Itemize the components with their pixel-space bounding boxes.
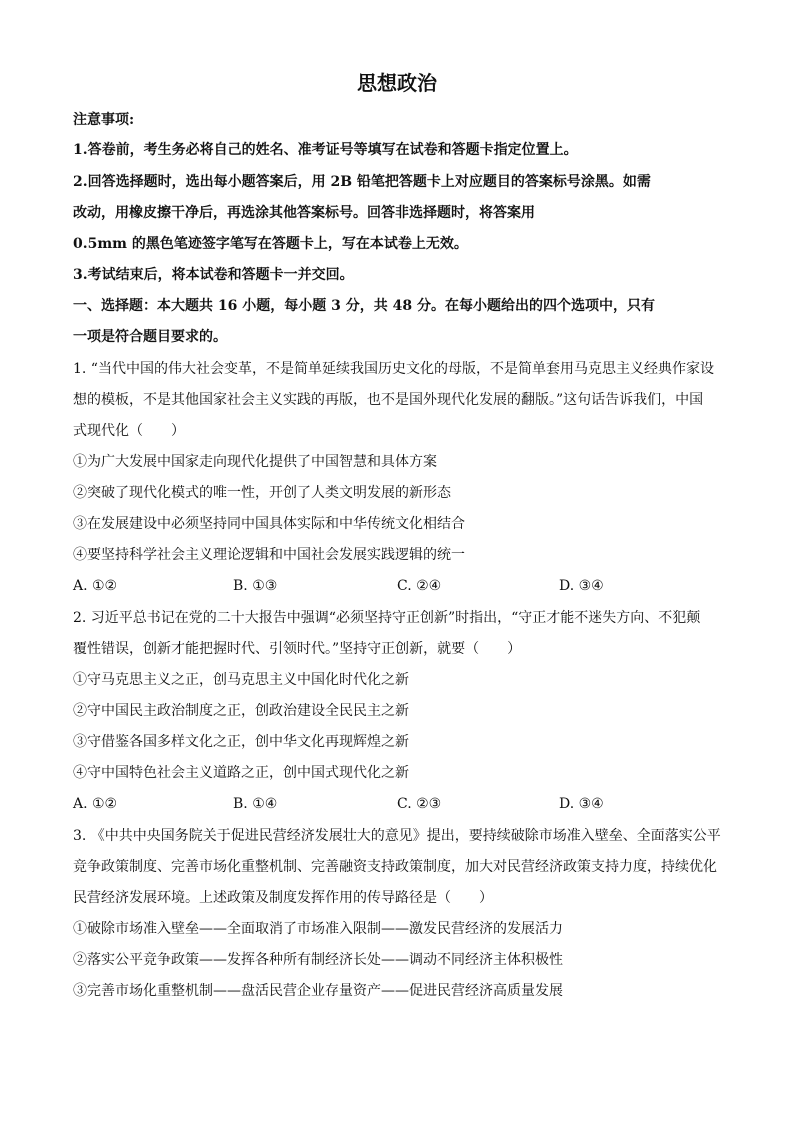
q1-option-c: C. ②④ bbox=[397, 578, 442, 594]
q2-stem-line-1: 2. 习近平总书记在党的二十大报告中强调“必须坚持守正创新”时指出，“守正才能不迷失方向、不犯颠 bbox=[73, 610, 701, 626]
q3-item-3: ③完善市场化重整机制——盘活民营企业存量资产——促进民营经济高质量发展 bbox=[73, 983, 563, 999]
q1-item-2: ②突破了现代化模式的唯一性，开创了人类文明发展的新形态 bbox=[73, 485, 451, 501]
notice-item-2-end: 0.5mm 的黑色笔迹签字笔写在答题卡上，写在本试卷上无效。 bbox=[73, 236, 468, 252]
q2-option-c: C. ②③ bbox=[397, 796, 442, 812]
q1-stem-line-3: 式现代化（ ） bbox=[73, 423, 185, 439]
q2-option-b: B. ①④ bbox=[233, 796, 278, 812]
q2-item-2: ②守中国民主政治制度之正，创政治建设全民民主之新 bbox=[73, 703, 409, 719]
q2-options bbox=[73, 794, 733, 814]
q1-option-a: A. ①② bbox=[73, 578, 118, 594]
q1-item-4: ④要坚持科学社会主义理论逻辑和中国社会发展实践逻辑的统一 bbox=[73, 547, 465, 563]
notice-item-3: 3.考试结束后，将本试卷和答题卡一并交回。 bbox=[73, 267, 354, 283]
q2-option-a: A. ①② bbox=[73, 796, 118, 812]
q3-stem-line-3: 民营经济发展环境。上述政策及制度发挥作用的传导路径是（ ） bbox=[73, 890, 493, 906]
notice-heading: 注意事项: bbox=[73, 112, 135, 128]
q3-stem-line-2: 竞争政策制度、完善市场化重整机制、完善融资支持政策制度，加大对民营经济政策支持力度，持续优化 bbox=[73, 859, 717, 875]
q3-item-1: ①破除市场准入壁垒——全面取消了市场准入限制——激发民营经济的发展活力 bbox=[73, 921, 563, 937]
q1-option-d: D. ③④ bbox=[559, 578, 604, 594]
q1-stem-line-2: 想的模板，不是其他国家社会主义实践的再版，也不是国外现代化发展的翻版。”这句话告诉我们，中国 bbox=[73, 392, 704, 408]
q1-item-1: ①为广大发展中国家走向现代化提供了中国智慧和具体方案 bbox=[73, 454, 437, 470]
q2-option-d: D. ③④ bbox=[559, 796, 604, 812]
section-heading: 一、选择题：本大题共 16 小题，每小题 3 分，共 48 分。在每小题给出的四个选项中，只有 bbox=[73, 298, 655, 314]
q1-option-b: B. ①③ bbox=[233, 578, 278, 594]
q2-item-3: ③守借鉴各国多样文化之正，创中华文化再现辉煌之新 bbox=[73, 734, 409, 750]
q1-stem-line-1: 1. “当代中国的伟大社会变革，不是简单延续我国历史文化的母版，不是简单套用马克思主义经典作家设 bbox=[73, 361, 714, 377]
q2-item-1: ①守马克思主义之正，创马克思主义中国化时代化之新 bbox=[73, 672, 409, 688]
section-heading-cont: 一项是符合题目要求的。 bbox=[73, 329, 227, 345]
q2-item-4: ④守中国特色社会主义道路之正，创中国式现代化之新 bbox=[73, 765, 409, 781]
notice-item-1: 1.答卷前，考生务必将自己的姓名、准考证号等填写在试卷和答题卡指定位置上。 bbox=[73, 142, 578, 158]
q1-options bbox=[73, 576, 733, 596]
q2-stem-line-2: 覆性错误，创新才能把握时代、引领时代。”坚持守正创新，就要（ ） bbox=[73, 641, 522, 657]
q3-item-2: ②落实公平竞争政策——发挥各种所有制经济长处——调动不同经济主体积极性 bbox=[73, 952, 563, 968]
notice-item-2-cont: 改动，用橡皮擦干净后，再选涂其他答案标号。回答非选择题时，将答案用 bbox=[73, 205, 535, 221]
q1-item-3: ③在发展建设中必须坚持同中国具体实际和中华传统文化相结合 bbox=[73, 516, 465, 532]
page-title: 思想政治 bbox=[357, 71, 437, 95]
q3-stem-line-1: 3. 《中共中央国务院关于促进民营经济发展壮大的意见》提出，要持续破除市场准入壁垒、全面落实公平 bbox=[73, 828, 721, 844]
notice-item-2: 2.回答选择题时，选出每小题答案后，用 2B 铅笔把答题卡上对应题目的答案标号涂黑。如需 bbox=[73, 174, 651, 190]
